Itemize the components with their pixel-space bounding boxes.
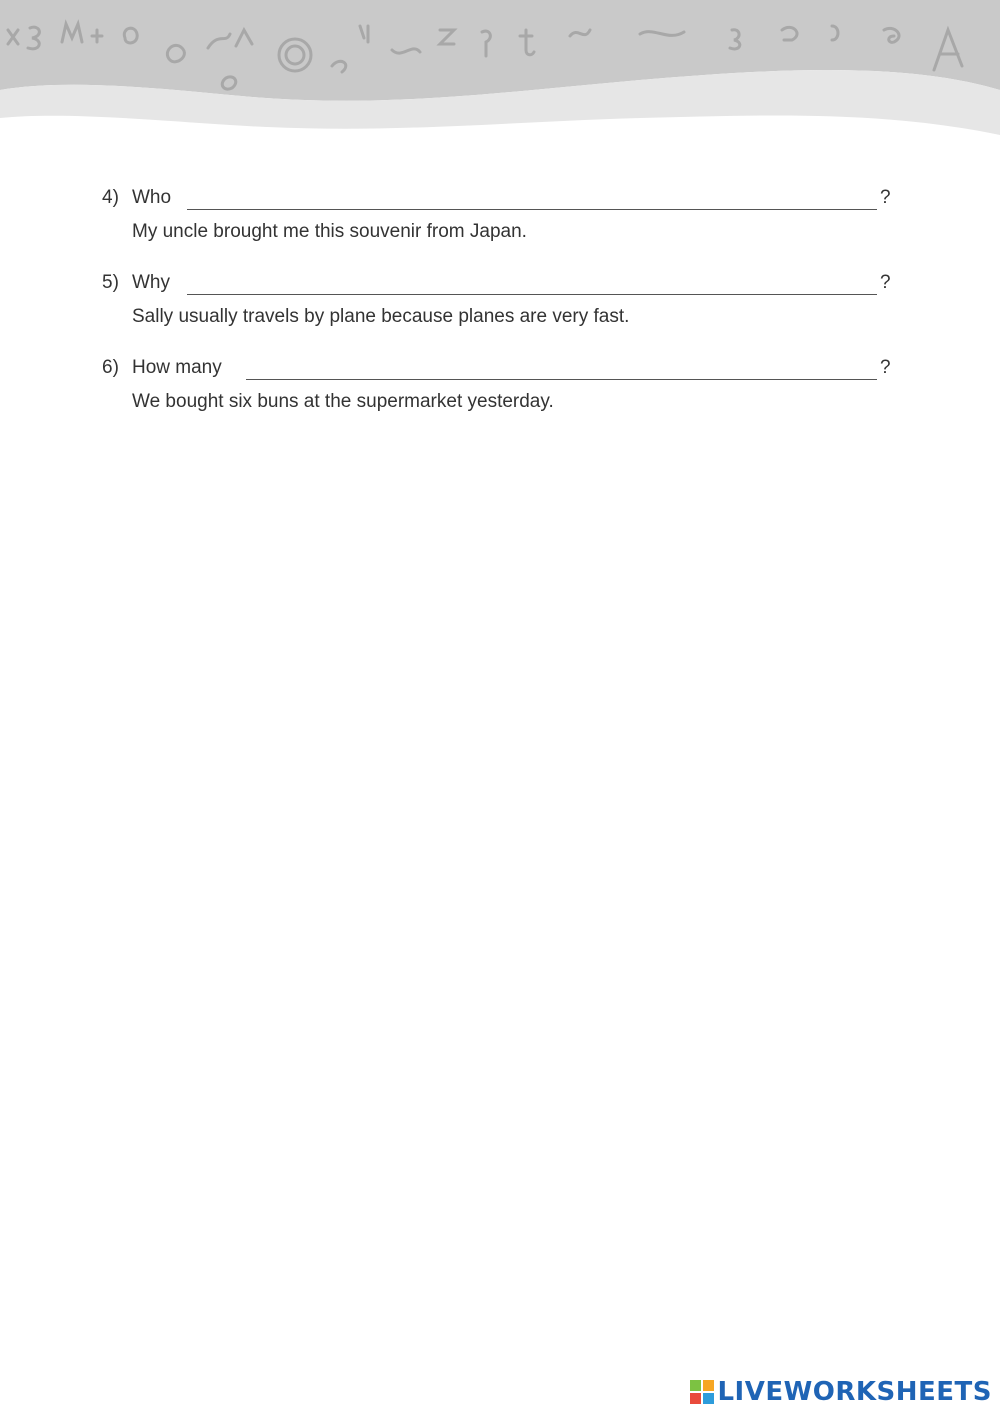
question-number: 5)	[102, 272, 119, 293]
question-word: Who	[132, 187, 172, 208]
answer-sentence: My uncle brought me this souvenir from Japan.	[132, 221, 527, 242]
question-number: 4)	[102, 187, 119, 208]
question-mark: ?	[880, 357, 891, 378]
answer-blank-line[interactable]	[187, 294, 877, 295]
liveworksheets-logo-text: LIVEWORKSHEETS	[717, 1377, 992, 1407]
answer-sentence: Sally usually travels by plane because planes are very fast.	[132, 306, 630, 327]
header-banner	[0, 0, 1000, 150]
liveworksheets-logo-icon	[690, 1380, 714, 1404]
liveworksheets-logo	[690, 1377, 992, 1407]
question-item-6	[102, 353, 892, 433]
question-mark: ?	[880, 272, 891, 293]
question-item-4	[102, 183, 892, 263]
question-row	[102, 353, 892, 383]
question-mark: ?	[880, 187, 891, 208]
answer-blank-line[interactable]	[246, 379, 877, 380]
question-number: 6)	[102, 357, 119, 378]
answer-sentence: We bought six buns at the supermarket yesterday.	[132, 391, 554, 412]
answer-blank-line[interactable]	[187, 209, 877, 210]
question-row	[102, 183, 892, 213]
question-word: How many	[132, 357, 222, 378]
question-word: Why	[132, 272, 170, 293]
question-item-5	[102, 268, 892, 348]
question-row	[102, 268, 892, 298]
